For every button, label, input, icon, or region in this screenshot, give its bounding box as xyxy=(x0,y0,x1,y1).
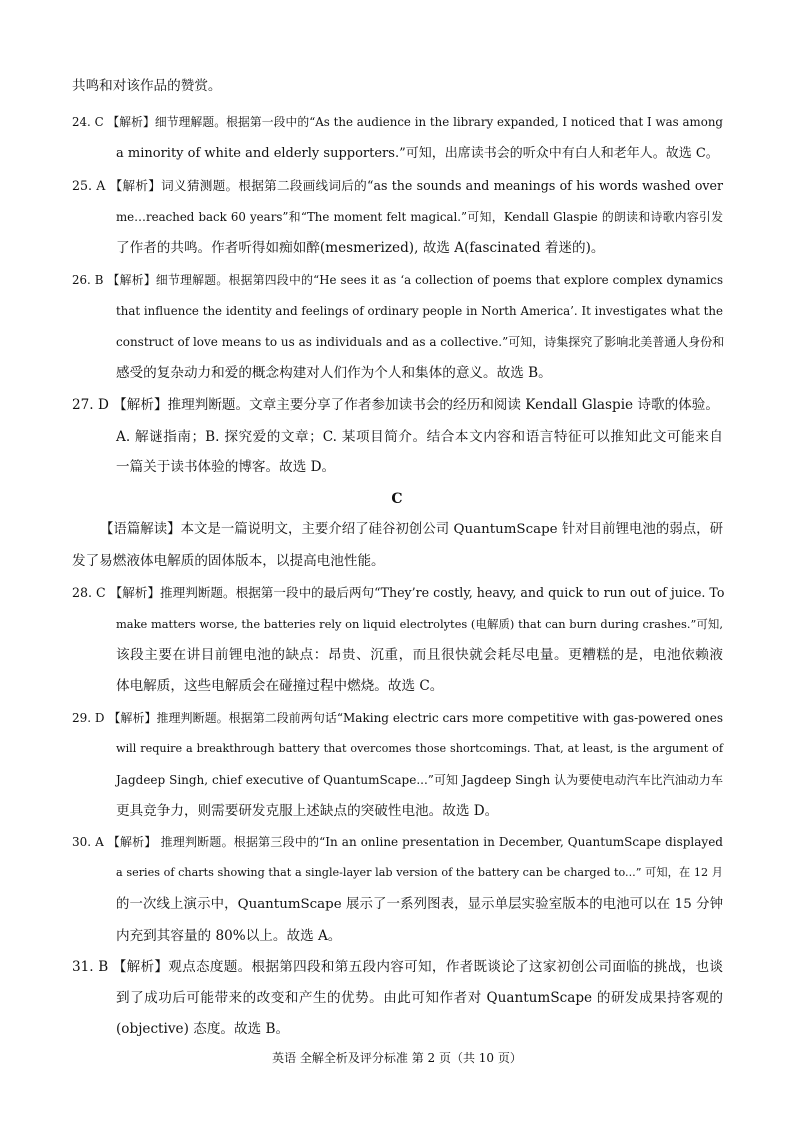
answer-26-line-1: 26. B 【解析】细节理解题。根据第四段中的“He sees it as ‘a collection of poems that explore complex dynamics xyxy=(72,273,723,287)
answer-27-line-3: 一篇关于读书体验的博客。故选 D。 xyxy=(116,459,336,475)
answer-24-line-1: 24. C 【解析】细节理解题。根据第一段中的“As the audience in the library expanded, I noticed that I was among xyxy=(72,115,723,129)
answer-25-line-1: 25. A 【解析】词义猜测题。根据第二段画线词后的“as the sounds and meanings of his words washed over xyxy=(72,178,723,193)
page-footer: 英语 全解全析及评分标准 第 2 页（共 10 页） xyxy=(272,1051,522,1065)
answer-30-line-3: 的一次线上演示中，QuantumScape 展示了一系列图表，显示单层实验室版本的电池可以在 15 分钟 xyxy=(116,897,723,912)
answer-26-line-3: construct of love means to us as individuals and as a collective.”可知，诗集探究了影响北美普通人身份和 xyxy=(116,335,725,349)
answer-31-line-2: 到了成功后可能带来的改变和产生的优势。由此可知作者对 QuantumScape 的研发成果持客观的 xyxy=(116,990,723,1006)
answer-25-line-3: 了作者的共鸣。作者听得如痴如醉(mesmerized), 故选 A(fascinated 着迷的)。 xyxy=(116,240,605,256)
answer-26-line-2: that influence the identity and feelings of ordinary people in North America’. It investigates what the xyxy=(116,304,723,318)
answer-26-line-4: 感受的复杂动力和爱的概念构建对人们作为个人和集体的意义。故选 B。 xyxy=(116,365,552,381)
answer-29-line-3: Jagdeep Singh, chief executive of QuantumScape...”可知 Jagdeep Singh 认为要使电动汽车比汽油动力车 xyxy=(116,773,723,787)
answer-27-line-1: 27. D 【解析】推理判断题。文章主要分享了作者参加读书会的经历和阅读 Kendall Glaspie 诗歌的体验。 xyxy=(72,397,719,413)
answer-30-line-1: 30. A 【解析】 推理判断题。根据第三段中的“In an online presentation in December, QuantumScape displayed xyxy=(72,835,723,849)
answer-31-line-3: (objective) 态度。故选 B。 xyxy=(116,1021,290,1037)
passage-summary-line-1: 【语篇解读】本文是一篇说明文，主要介绍了硅谷初创公司 QuantumScape 针对目前锂电池的弱点，研 xyxy=(100,522,723,537)
answer-24-line-2: a minority of white and elderly supporters.”可知，出席读书会的听众中有白人和老年人。故选 C。 xyxy=(116,146,719,161)
answer-28-line-4: 体电解质，这些电解质会在碰撞过程中燃烧。故选 C。 xyxy=(116,678,444,694)
answer-29-line-2: will require a breakthrough battery that overcomes those shortcomings. That, at least, is the argument of xyxy=(116,742,723,755)
answer-28-line-2: make matters worse, the batteries rely on liquid electrolytes (电解质) that can burn during crashes.”可知, xyxy=(116,617,723,631)
section-heading: C xyxy=(391,491,403,507)
answer-27-line-2: A. 解谜指南；B. 探究爱的文章；C. 某项目简介。结合本文内容和语言特征可以推知此文可能来自 xyxy=(116,429,723,445)
answer-30-line-4: 内充到其容量的 80%以上。故选 A。 xyxy=(116,928,342,944)
passage-summary-line-2: 发了易燃液体电解质的固体版本，以提高电池性能。 xyxy=(72,553,385,569)
answer-25-line-2: me…reached back 60 years”和“The moment felt magical.”可知，Kendall Glaspie 的朗读和诗歌内容引发 xyxy=(116,210,723,224)
text-line: 共鸣和对该作品的赞赏。 xyxy=(72,78,222,94)
answer-29-line-1: 29. D 【解析】推理判断题。根据第二段前两句话“Making electric cars more competitive with gas-powered ones xyxy=(72,711,723,725)
answer-28-line-1: 28. C 【解析】推理判断题。根据第一段中的最后两句“They’re costly, heavy, and quick to run out of juice. To xyxy=(72,585,725,600)
answer-30-line-2: a series of charts showing that a single-layer lab version of the battery can be charged to...” 可知，在 12 月 xyxy=(116,866,723,879)
answer-31-line-1: 31. B 【解析】观点态度题。根据第四段和第五段内容可知，作者既谈论了这家初创公司面临的挑战，也谈 xyxy=(72,959,723,975)
answer-29-line-4: 更具竞争力，则需要研发克服上述缺点的突破性电池。故选 D。 xyxy=(116,803,499,819)
answer-28-line-3: 该段主要在讲目前锂电池的缺点：昂贵、沉重，而且很快就会耗尽电量。更糟糕的是，电池依赖液 xyxy=(116,647,723,663)
